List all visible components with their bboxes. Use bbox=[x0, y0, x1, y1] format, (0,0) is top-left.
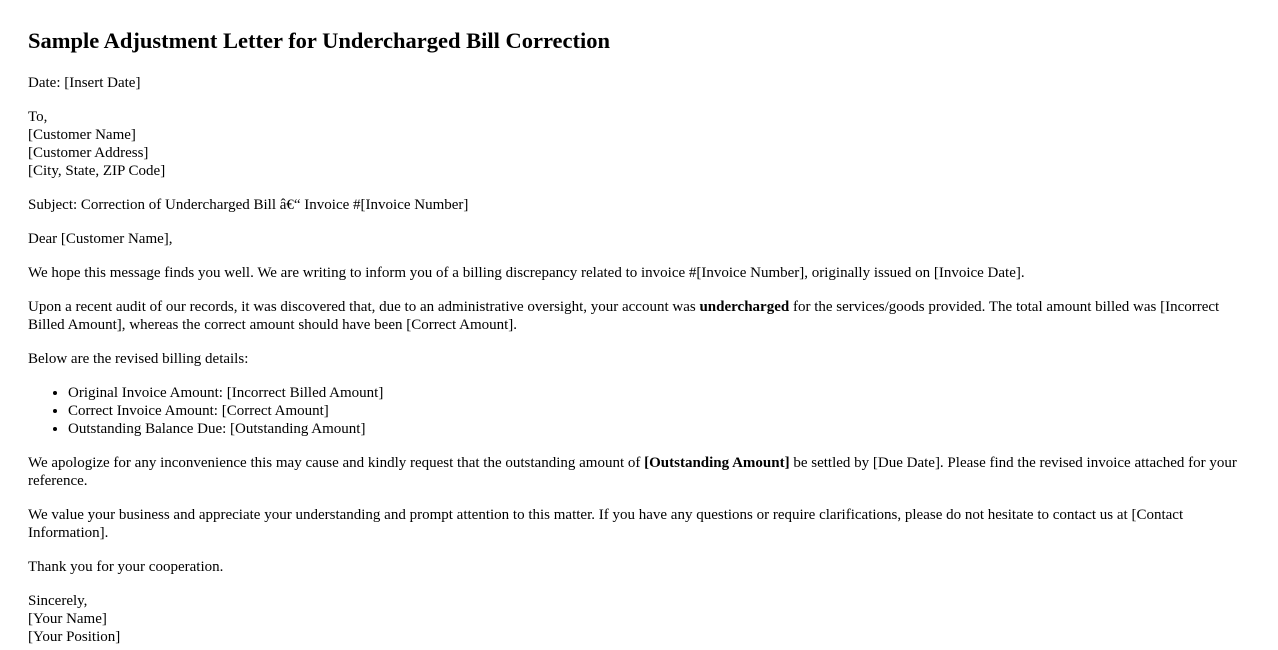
date-line: Date: [Insert Date] bbox=[28, 75, 141, 91]
paragraph-apology-bold: [Outstanding Amount] bbox=[644, 455, 790, 471]
paragraph-apology bbox=[28, 454, 1250, 490]
recipient-to: To, bbox=[28, 109, 48, 125]
list-item: • Correct Invoice Amount: [Correct Amount] bbox=[68, 402, 1250, 420]
closing-sign-off: Sincerely, bbox=[28, 593, 88, 609]
closing-block bbox=[28, 592, 1250, 646]
paragraph-intro: We hope this message finds you well. We are writing to inform you of a billing discrepancy related to invoice #[Invoice Number], originally issued on [Invoice Date]. bbox=[28, 265, 1025, 281]
paragraph-audit-text-1: Upon a recent audit of our records, it was discovered that, due to an administrative oversight, your account was bbox=[28, 299, 700, 315]
closing-name: [Your Name] bbox=[28, 611, 107, 627]
subject-line: Subject: Correction of Undercharged Bill â€“ Invoice #[Invoice Number] bbox=[28, 197, 469, 213]
paragraph-apology-text-1: We apologize for any inconvenience this may cause and kindly request that the outstanding amount of bbox=[28, 455, 645, 471]
list-item: • Original Invoice Amount: [Incorrect Billed Amount] bbox=[68, 384, 1250, 402]
recipient-block bbox=[28, 108, 1250, 180]
recipient-address: [Customer Address] bbox=[28, 145, 149, 161]
paragraph-audit bbox=[28, 298, 1250, 334]
salutation: Dear [Customer Name], bbox=[28, 231, 173, 247]
thanks-line: Thank you for your cooperation. bbox=[28, 559, 224, 575]
details-list bbox=[28, 384, 1250, 438]
paragraph-audit-text-2: for the services/goods provided. The total amount billed was [Incorrect Billed Amount], whereas the correct amount should have been [Correct Amount]. bbox=[28, 299, 1220, 333]
closing-position: [Your Position] bbox=[28, 629, 121, 645]
recipient-city: [City, State, ZIP Code] bbox=[28, 163, 166, 179]
page-title: Sample Adjustment Letter for Undercharged Bill Correction bbox=[28, 28, 611, 53]
paragraph-audit-bold: undercharged bbox=[699, 299, 790, 315]
details-intro: Below are the revised billing details: bbox=[28, 351, 249, 367]
list-item: • Outstanding Balance Due: [Outstanding Amount] bbox=[68, 420, 1250, 438]
paragraph-value: We value your business and appreciate your understanding and prompt attention to this matter. If you have any questions or require clarifications, please do not hesitate to contact us at [Contact Information]. bbox=[28, 507, 1184, 541]
paragraph-apology-text-2: be settled by [Due Date]. Please find the revised invoice attached for your reference. bbox=[28, 455, 1237, 489]
recipient-name: [Customer Name] bbox=[28, 127, 136, 143]
